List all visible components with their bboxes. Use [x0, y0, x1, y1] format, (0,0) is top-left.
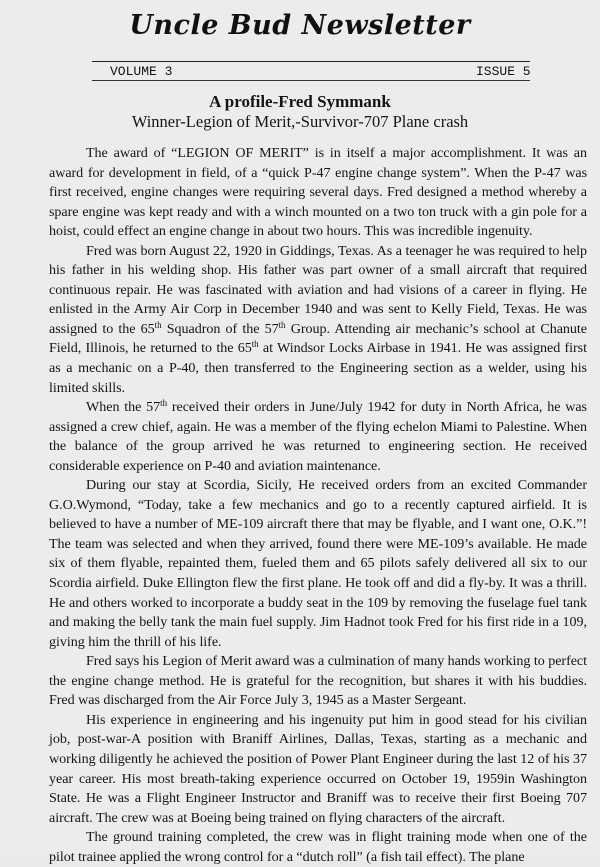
issue-label: ISSUE 5: [476, 64, 531, 79]
article-paragraph: Fred was born August 22, 1920 in Giddings, Texas. As a teenager he was required to help his father in his welding shop. His father was part owner of a small aircraft that required continuous repair. He was fascinated with aviation and had visions of a career in flying. He enlisted in the Army Air Corp in December 1940 and was sent to Kelly Field, Texas. He was assigned to the 65th Squadron of the 57th Group. Attending air mechanic’s school at Chanute Field, Illinois, he returned to the 65th at Windsor Locks Airbase in 1941. He was assigned first as a mechanic on a P-40, then transferred to the Engineering section as a welder, using his limited skills.: [49, 242, 587, 396]
masthead-rule: [92, 61, 530, 62]
article-paragraph: The award of “LEGION OF MERIT” is in itself a major accomplishment. It was an award for development in field, of a “quick P-47 engine change system”. When the P-47 was first received, engine changes were requiring several days. Fred designed a method whereby a spare engine was kept ready and with a winch mounted on a two ton truck with a gin pole for a hoist, could effect an engine change in about two hours. This was incredible ingenuity.: [49, 145, 587, 240]
article-paragraph: The ground training completed, the crew was in flight training mode when one of the pilot trainee applied the wrong control for a “dutch roll” (a fish tail effect). The plane: [49, 829, 587, 865]
volume-label: VOLUME 3: [110, 64, 173, 79]
article-paragraph: During our stay at Scordia, Sicily, He received orders from an excited Commander G.O.Wymond, “Today, take a few mechanics and go to a recently captured airfield. It is believed to have a number of ME-109 aircraft there that may be flyable, and I want one, O.K.”! The team was selected and when they arrived, found there were ME-109’s available. He made six of them flyable, repainted them, fueled them and 65 pilots safely delivered all six to our Scordia airfield. Duke Ellington flew the first plane. He took off and did a fly-by. It was a thrill. He and others worked to incorporate a buddy seat in the 109 by removing the fuselage fuel tank and making the belly tank the main fuel supply. Jim Hadnot took Fred for his first ride in a 109, giving him the thrill of his life.: [49, 477, 587, 650]
article-paragraph: His experience in engineering and his ingenuity put him in good stead for his civilian job, post-war-A position with Braniff Airlines, Dallas, Texas, starting as a mechanic and working diligently he achieved the position of Power Plant Engineer during the last 12 of his 37 year career. His most breath-taking experience occurred on October 19, 1959in Washington State. He was a Flight Engineer Instructor and Braniff was to receive their first Boeing 707 aircraft. The crew was at Boeing being trained on flying characters of the aircraft.: [49, 711, 587, 826]
header-divider: [92, 80, 530, 81]
article-paragraph: Fred says his Legion of Merit award was a culmination of many hands working to perfect the engine change method. He is grateful for the recognition, but shares it with his buddies. Fred was discharged from the Air Force July 3, 1945 as a Master Sergeant.: [49, 653, 587, 709]
article-subtitle: Winner-Legion of Merit,-Survivor-707 Plane crash: [131, 112, 469, 131]
article-body: [49, 144, 587, 867]
article-paragraph: When the 57th received their orders in June/July 1942 for duty in North Africa, he was assigned a crew chief, again. He was a member of the flying echelon Miami to Palestine. When the balance of the group arrived he was returned to engineering section. He received considerable experience on P-40 and aviation maintenance.: [49, 398, 587, 474]
article-title: A profile-Fred Symmank: [209, 92, 391, 111]
newsletter-masthead: Uncle Bud Newsletter: [129, 10, 471, 41]
